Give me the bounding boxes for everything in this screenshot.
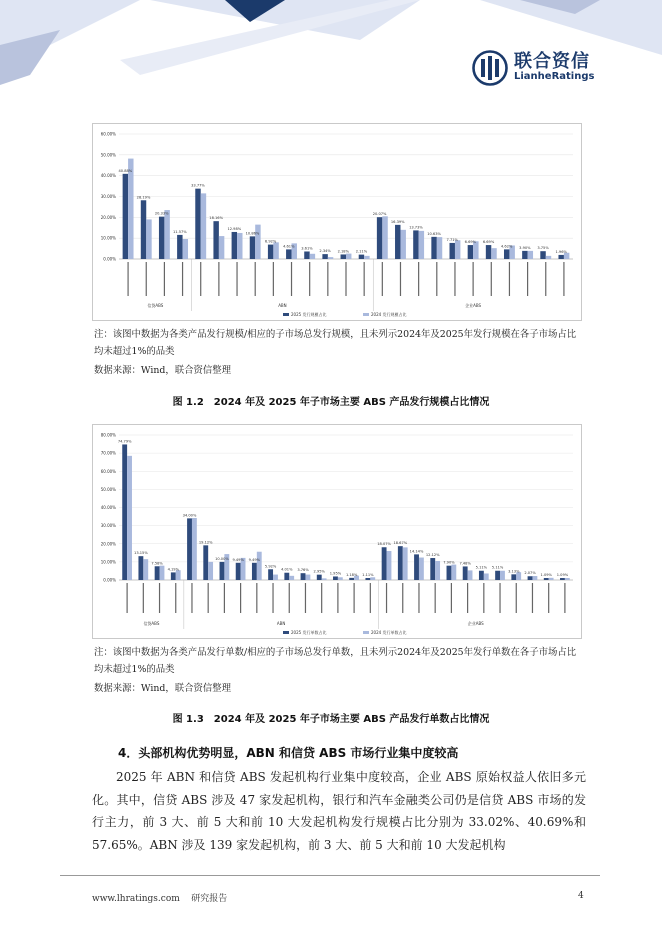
category-tick-label: [527, 262, 528, 296]
bar-2025: [377, 217, 382, 259]
bar-2025: [395, 225, 400, 259]
bar-2024: [400, 230, 405, 259]
data-label: 12.12%: [425, 553, 440, 558]
category-tick-label: [354, 583, 355, 613]
data-label: 4.01%: [281, 567, 293, 572]
bar-2025: [171, 572, 176, 580]
category-tick-label: [418, 262, 419, 296]
data-label: 7.90%: [443, 560, 455, 565]
category-tick-label: [337, 583, 338, 613]
category-tick-label: [364, 262, 365, 296]
bar-2025: [301, 573, 306, 580]
data-label: 4.62%: [501, 244, 513, 249]
bar-2024: [273, 575, 278, 580]
y-tick-label: 40.00%: [100, 173, 116, 179]
data-label: 2.07%: [524, 571, 536, 576]
bar-2025: [341, 254, 346, 259]
issuance-scale-chart: [92, 123, 582, 321]
bar-2025: [122, 444, 127, 580]
data-label: 20.33%: [154, 211, 169, 216]
figure-1-3-note: 注：该图中数据为各类产品发行单数/相应的子市场总发行单数，且未列示2024年及2025年发行单数在各子市场占比均未超过1%的品类: [94, 647, 577, 675]
bar-2024: [532, 576, 537, 580]
data-label: 18.67%: [393, 541, 408, 546]
data-label: 33.77%: [191, 183, 205, 188]
legend-2024-label: 2024 发行单数占比: [371, 630, 407, 635]
bar-2025: [236, 563, 241, 580]
bar-2024: [549, 578, 554, 580]
data-label: 3.61%: [301, 246, 313, 251]
category-tick-label: [309, 262, 310, 296]
bar-2024: [328, 257, 333, 259]
data-label: 6.69%: [464, 240, 477, 245]
bar-2024: [451, 565, 456, 580]
category-tick-label: [499, 583, 500, 613]
bar-2024: [468, 570, 473, 580]
bar-2024: [437, 237, 442, 259]
bar-2025: [252, 563, 257, 580]
bar-2024: [491, 248, 496, 259]
data-label: 40.88%: [118, 168, 133, 173]
category-tick-label: [516, 583, 517, 613]
category-tick-label: [191, 583, 192, 613]
category-tick-label: [483, 583, 484, 613]
bar-2025: [138, 556, 143, 580]
bar-2025: [359, 255, 364, 259]
bar-2024: [257, 552, 262, 580]
data-label: 5.92%: [264, 564, 277, 569]
y-tick-label: 70.00%: [100, 450, 116, 456]
data-label: 6.92%: [264, 239, 277, 244]
bar-2024: [484, 573, 489, 580]
data-label: 9.49%: [232, 557, 244, 562]
data-label: 2.95%: [313, 569, 325, 574]
category-tick-label: [164, 262, 165, 296]
y-tick-label: 0.00%: [103, 256, 116, 262]
bar-2024: [322, 578, 327, 580]
bar-2024: [419, 231, 424, 259]
data-label: 18.07%: [377, 542, 391, 547]
bar-2024: [419, 558, 424, 580]
y-tick-label: 40.00%: [100, 505, 116, 510]
bar-2024: [164, 210, 169, 259]
y-tick-label: 60.00%: [100, 468, 116, 474]
bar-2024: [305, 575, 310, 580]
y-tick-label: 10.00%: [100, 235, 116, 241]
bar-2024: [310, 254, 315, 259]
y-tick-label: 20.00%: [100, 541, 116, 547]
bar-2024: [364, 256, 369, 259]
data-label: 4.61%: [283, 244, 295, 249]
data-label: 5.11%: [491, 565, 504, 570]
data-label: 3.76%: [297, 568, 309, 573]
legend-2025-swatch: [283, 631, 289, 634]
data-label: 1.18%: [345, 572, 358, 577]
figure-1-2-caption: 图 1.2 2024 年及 2025 年子市场主要 ABS 产品发行规模占比情况: [172, 397, 490, 408]
legend-2024-swatch: [363, 631, 369, 634]
bar-2025: [284, 573, 289, 580]
data-label: 3.75%: [537, 246, 549, 251]
issuance-count-chart: [92, 424, 582, 639]
bar-2025: [504, 249, 509, 259]
category-tick-label: [273, 262, 274, 296]
bar-2024: [516, 572, 521, 580]
data-label: 5.11%: [475, 565, 488, 570]
y-tick-label: 50.00%: [100, 486, 116, 492]
bar-2025: [560, 578, 565, 580]
data-label: 19.12%: [198, 540, 213, 545]
bar-2025: [468, 245, 473, 259]
legend-2024-label: 2024 发行规模占比: [371, 312, 407, 317]
data-label: 34.00%: [182, 513, 197, 518]
bar-2024: [403, 547, 408, 580]
data-label: 10.00%: [215, 556, 229, 561]
category-tick-label: [564, 583, 565, 613]
bar-2024: [455, 240, 460, 259]
group-label: ABN: [278, 303, 287, 308]
category-tick-label: [218, 262, 219, 296]
data-label: 14.14%: [409, 549, 424, 554]
bar-2024: [219, 236, 224, 259]
company-logo: [472, 50, 594, 86]
bar-2025: [479, 571, 484, 580]
bar-2025: [220, 562, 225, 580]
category-tick-label: [370, 583, 371, 613]
footer-divider: [60, 875, 600, 876]
bar-2025: [528, 576, 533, 580]
category-tick-label: [208, 583, 209, 613]
category-tick-label: [291, 262, 292, 296]
category-tick-label: [532, 583, 533, 613]
category-tick-label: [224, 583, 225, 613]
category-tick-label: [563, 262, 564, 296]
data-label: 1.09%: [556, 573, 569, 578]
category-tick-label: [289, 583, 290, 613]
bar-2024: [255, 225, 260, 259]
category-tick-label: [451, 583, 452, 613]
category-tick-label: [175, 583, 176, 613]
data-label: 4.19%: [167, 567, 180, 572]
y-tick-label: 80.00%: [100, 432, 116, 438]
bar-2024: [435, 561, 440, 580]
category-tick-label: [182, 262, 183, 296]
bar-2025: [187, 518, 192, 580]
category-tick-label: [473, 262, 474, 296]
figure-1-3-source: 数据来源：Wind，联合资信整理: [94, 683, 232, 694]
group-label: 企业ABS: [467, 621, 484, 626]
footer-label: 研究报告: [191, 894, 228, 904]
group-label: 信贷ABS: [143, 621, 160, 626]
bar-2024: [183, 239, 188, 259]
data-label: 11.57%: [172, 229, 187, 234]
brand-name-en: LianheRatings: [514, 71, 595, 83]
bar-2025: [195, 189, 200, 259]
y-tick-label: 60.00%: [100, 131, 116, 137]
data-label: 1.11%: [362, 572, 374, 577]
data-label: 20.07%: [372, 212, 387, 217]
category-tick-label: [327, 262, 328, 296]
data-label: 28.19%: [136, 195, 151, 200]
section-heading: 4．头部机构优势明显，ABN 和信贷 ABS 市场行业集中度较高: [118, 746, 459, 760]
bar-2025: [317, 575, 322, 580]
bar-2024: [128, 159, 133, 259]
data-label: 7.48%: [459, 561, 471, 566]
group-label: 信贷ABS: [147, 303, 164, 308]
bar-2025: [123, 174, 128, 259]
figure-1-2-note: 注：该图中数据为各类产品发行规模/相应的子市场总发行规模，且未列示2024年及2025年发行规模在各子市场占比均未超过1%的品类: [94, 329, 577, 357]
bar-2024: [201, 193, 206, 259]
bar-2024: [346, 254, 351, 259]
data-label: 1.09%: [540, 573, 552, 578]
data-label: 1.96%: [555, 249, 567, 254]
bar-2025: [365, 578, 370, 580]
bar-2024: [160, 566, 165, 580]
category-tick-label: [127, 262, 128, 296]
bar-2025: [495, 571, 500, 580]
bar-2025: [511, 574, 516, 580]
category-tick-label: [159, 583, 160, 613]
legend-2024-swatch: [363, 313, 369, 316]
bar-2025: [463, 566, 468, 580]
bar-2024: [127, 456, 132, 580]
bar-2025: [213, 221, 218, 259]
data-label: 74.79%: [117, 439, 132, 444]
category-tick-label: [256, 583, 257, 613]
category-tick-label: [435, 583, 436, 613]
y-tick-label: 0.00%: [103, 577, 116, 583]
category-tick-label: [509, 262, 510, 296]
data-label: 13.73%: [409, 225, 423, 230]
bar-2025: [544, 578, 549, 580]
data-label: 7.58%: [151, 561, 163, 566]
bar-2024: [237, 233, 242, 259]
data-label: 6.69%: [482, 240, 495, 245]
category-tick-label: [146, 262, 147, 296]
data-label: 2.34%: [319, 249, 331, 254]
bar-2025: [203, 545, 208, 580]
data-label: 3.90%: [519, 245, 531, 250]
figure-1-3-caption: 图 1.3 2024 年及 2025 年子市场主要 ABS 产品发行单数占比情况: [172, 714, 490, 725]
data-label: 16.39%: [390, 219, 405, 224]
category-tick-label: [240, 583, 241, 613]
bar-2025: [450, 243, 455, 259]
data-label: 2.11%: [355, 249, 368, 254]
bar-2024: [370, 577, 375, 580]
figure-1-2-source: 数据来源：Wind，联合资信整理: [94, 365, 232, 376]
bar-2025: [430, 558, 435, 580]
category-tick-label: [402, 583, 403, 613]
data-label: 10.86%: [245, 231, 260, 236]
bar-2024: [143, 559, 148, 580]
y-tick-label: 30.00%: [100, 523, 116, 529]
bar-2025: [286, 249, 291, 259]
category-tick-label: [345, 262, 346, 296]
bar-2024: [192, 518, 197, 580]
bar-2025: [540, 251, 545, 259]
category-tick-label: [255, 262, 256, 296]
bar-2025: [250, 236, 255, 259]
bar-2025: [232, 232, 237, 259]
bar-2024: [382, 216, 387, 259]
bar-2025: [159, 217, 164, 259]
bar-2025: [268, 569, 273, 580]
category-tick-label: [545, 262, 546, 296]
bar-2024: [528, 251, 533, 259]
brand-name-cn: 联合资信: [514, 51, 590, 73]
category-tick-label: [321, 583, 322, 613]
bar-2025: [413, 230, 418, 259]
bar-2024: [546, 256, 551, 259]
bar-2024: [208, 562, 213, 580]
bar-2025: [177, 235, 182, 259]
y-tick-label: 20.00%: [100, 214, 116, 220]
bar-2025: [447, 566, 452, 580]
bar-2025: [522, 251, 527, 259]
bar-2024: [338, 577, 343, 580]
data-label: 3.13%: [508, 569, 520, 574]
bar-2025: [398, 546, 403, 580]
bar-2025: [141, 200, 146, 259]
data-label: 13.15%: [134, 551, 148, 556]
data-label: 10.63%: [427, 231, 441, 236]
bar-2025: [558, 255, 563, 259]
bar-2024: [273, 242, 278, 259]
bar-2025: [382, 547, 387, 580]
group-label: 企业ABS: [465, 303, 482, 308]
y-tick-label: 10.00%: [100, 559, 116, 565]
legend-2025-label: 2025 发行单数占比: [291, 630, 327, 635]
category-tick-label: [143, 583, 144, 613]
category-tick-label: [400, 262, 401, 296]
bar-2025: [486, 245, 491, 259]
bar-2025: [333, 576, 338, 580]
footer-url[interactable]: www.lhratings.com: [92, 894, 180, 904]
bar-2025: [414, 554, 419, 580]
category-tick-label: [272, 583, 273, 613]
bar-2024: [387, 551, 392, 580]
bar-2024: [289, 576, 294, 580]
data-label: 18.16%: [209, 216, 224, 221]
category-tick-label: [548, 583, 549, 613]
bar-2024: [176, 570, 181, 580]
bar-2025: [349, 578, 354, 580]
category-tick-label: [418, 583, 419, 613]
category-tick-label: [382, 262, 383, 296]
bar-2024: [146, 219, 151, 259]
category-tick-label: [200, 262, 201, 296]
body-paragraph: 2025 年 ABN 和信贷 ABS 发起机构行业集中度较高，企业 ABS 原始权益人依旧多元化。其中，信贷 ABS 涉及 47 家发起机构，银行和汽车金融类公司仍是信贷 ABS 市场的发行主力，前 3 大、前 5 大和前 10 大发起机构发行规模占比分别为 33.02%、40.69%和 57.65%。ABN 涉及 139 家发起机构，前 3 大、前 5 大和前 10 大发起机构: [92, 770, 586, 852]
lianhe-logo-icon: [472, 50, 508, 86]
category-tick-label: [454, 262, 455, 296]
y-tick-label: 30.00%: [100, 194, 116, 199]
category-tick-label: [236, 262, 237, 296]
legend-2025-label: 2025 发行规模占比: [291, 312, 327, 317]
category-tick-label: [436, 262, 437, 296]
data-label: 12.98%: [227, 226, 242, 231]
category-tick-label: [127, 583, 128, 613]
bar-2025: [268, 245, 273, 259]
data-label: 9.49%: [248, 557, 261, 562]
data-label: 2.18%: [337, 249, 349, 254]
bar-2025: [155, 566, 160, 580]
y-tick-label: 50.00%: [100, 152, 116, 158]
bar-2025: [304, 251, 309, 259]
category-tick-label: [305, 583, 306, 613]
page-number: 4: [578, 891, 584, 901]
legend-2025-swatch: [283, 313, 289, 316]
bar-2025: [322, 254, 327, 259]
category-tick-label: [386, 583, 387, 613]
footer-left: [92, 891, 227, 904]
bar-2025: [431, 237, 436, 259]
bar-2024: [565, 578, 570, 580]
data-label: 7.71%: [446, 237, 458, 242]
category-tick-label: [491, 262, 492, 296]
group-label: ABN: [276, 621, 286, 626]
data-label: 1.95%: [329, 571, 342, 576]
bar-2024: [500, 571, 505, 580]
category-tick-label: [467, 583, 468, 613]
